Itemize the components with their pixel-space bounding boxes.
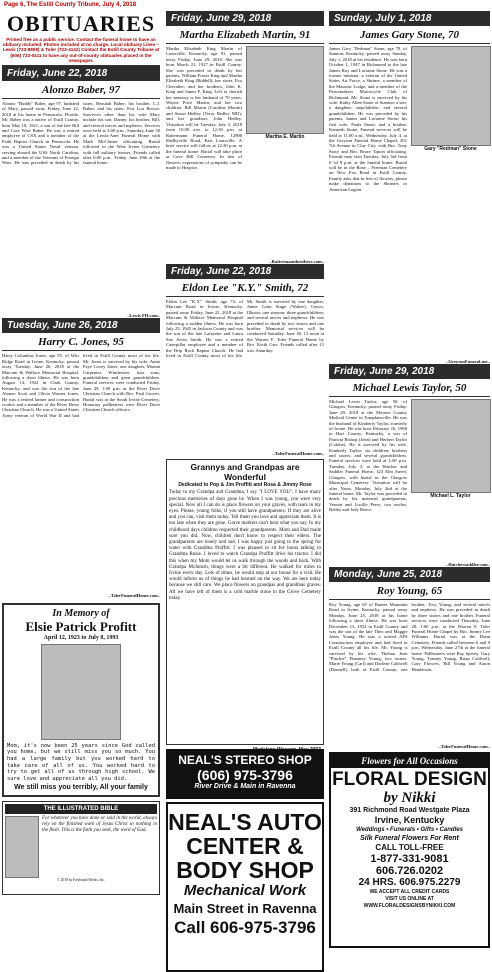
martha-photo xyxy=(246,46,324,134)
auto-line4: Mechanical Work xyxy=(183,882,307,900)
auto-phone: Call 606-975-3796 xyxy=(174,918,316,938)
james-date: Sunday, July 1, 2018 xyxy=(329,11,490,26)
martha-source: –Rattermannbrothers.com– xyxy=(269,258,324,264)
james-photo xyxy=(411,46,491,146)
auto-line5: Main Street in Ravenna xyxy=(173,901,317,917)
harry-name: Harry C. Jones, 95 xyxy=(2,334,160,351)
stereo-ad xyxy=(166,749,324,799)
stereo-phone: (606) 975-3796 xyxy=(197,767,293,784)
stereo-address: River Drive & Main in Ravenna xyxy=(194,783,296,791)
michael-source: –Hatchersaddler.com– xyxy=(445,561,490,567)
eldon-date: Friday, June 22, 2018 xyxy=(166,264,324,279)
michael-text: Michael Lewis Taylor, age 50, of Glasgow, Kentucky, passed away Friday, June 29, 2018 at the Monroe County Medical Center in Tompkinsville. He was the husband of Kimberly Taylor, formerly of Irvine. He was born February 16, 1968 in Hart County, Kentucky, a son of Patricia Bishop (John) and Herbert Taylor (Colette). He is survived by his wife, Kimberly Taylor; six children; brothers and sisters; and several grandchildren. Funeral services were held at 1:00 p.m. Tuesday, July 3, at the Hatcher and Saddler Funeral Home, 123 Elm Street, Glasgow, with burial in the Glasgow Municipal Cemetery. Visitation will be after Noon, Monday, July 2nd at the funeral home. Mr. Taylor was preceded in death by his maternal grandparents, Vernon and Lucille Perry; two uncles, Bobby and Jody Reece. xyxy=(329,399,407,513)
stereo-name: NEAL'S STEREO SHOP xyxy=(178,753,312,768)
bible-title: THE ILLUSTRATED BIBLE xyxy=(5,804,157,814)
poem-author: Madalene Wasson, May 2003 xyxy=(252,747,321,754)
floral-cell: 606.975.2279 xyxy=(399,877,461,889)
roy-date: Monday, June 25, 2018 xyxy=(329,567,490,582)
memorial-name: Elsie Patrick Profitt xyxy=(25,618,137,634)
james-text: James Gary "Redman" Stone, age 70, of Stanton, Kentucky, passed away Sunday, July 1, 2018 at his residence. He was born October 1, 1947 in Richmond to the late James Roy and Lorraine Stone. He was a former minister, a veteran of the United States Air Force, a Shriner, a member of the Masonic Lodge, and a member of the Peacemakers Motorcycle Club of Richmond. Mr. Stone is survived by his wife, Kathy Allen Stone of Stanton; a son; a daughter; stepchildren; and several grandchildren. He was preceded by his parents, James and Lorraine Stone; his first wife, Paula Stone; and a brother, Kenneth Stone. Funeral services will be held at 11:00 a.m., Wednesday, July 4, at the Greyson Funeral Home Chapel, 201 7th Avenue in Clay City, with Bro. Tony Stacy and Bro. Bruce Tipton officiating. Friends may visit Tuesday, July 3rd from 6 'til 9 p.m. at the funeral home. Burial will be in the Rose – Freeman Cemetery on New Fox Road in Estill County. Family asks that in lieu of flowers, please make donations to the Shriners or American Legion. xyxy=(329,46,407,192)
michael-name: Michael Lewis Taylor, 50 xyxy=(329,380,490,397)
memorial-dates: April 12, 1923 to July 8, 1993 xyxy=(43,634,119,641)
floral-ad xyxy=(329,752,490,948)
floral-web: WWW.FLORALDESIGNSBYNIKKI.COM xyxy=(363,903,456,910)
poem-dedication: Dedicated to Pop & Jim Proffitt and Rosa & Jimmy Rose xyxy=(178,482,312,489)
harry-text: Harry Columbus Jones, age 95, of Wiir Ridge Road in Irvine, Kentucky, passed away Tuesday, June 26, 2018 at the Marcum & Wallace Memorial Hospital, following a short illness. He was born August 14, 1922 in Clark County, Kentucky, and was the son of the late Alonzo Scott and Olivia Warner Jones. He was a retired farmer and construction worker and a member of the River Drive Christian Church. He was a United States Army veteran of World War II and had lived in Estill County most of his life. Mr. Jones is survived by his wife, Anita Faye Covey Jones; one daughter, Marian Carpenter, Winchester; four sons; grandchildren and great grandchildren. Funeral services were conducted Friday, June 29, 1:00 p.m. at the River Drive Christian Church with Rev. Paul Groves. Burial was at the South Irvine Cemetery. Honorary pallbearers were River Drive Christian Church officers. xyxy=(2,353,160,418)
floral-phone: 606.726.0202 xyxy=(375,865,444,878)
martha-date: Friday, June 29, 2018 xyxy=(166,11,324,26)
memorial-closing: We still miss you terribly, All your family xyxy=(14,784,148,792)
poem-title: Grannys and Grandpas are Wonderful xyxy=(190,462,300,483)
memorial-text: Mom, it's now been 25 years since God called you home, but we still miss you so much. You had a large family but you worked hard to take care of all of us. You worked hard to try to get all of us through high school. We sure love and appreciate all you did. xyxy=(7,742,155,782)
michael-caption: Michael L. Taylor xyxy=(430,493,471,499)
eldon-text: Eldon Lee "K.Y." Smith, age 72, of Marcum Road in Irvine, Kentucky, passed away Friday, June 22, 2018 at the Marcum & Wallace Memorial Hospital following a sudden illness. He was born July 23, 1945 in Jackson County and was the son of the late Lafayette and Laura Sue Arvin Smith. He was a retired Caterpillar employee and a member of the Drip Rock Baptist Church. He had lived in Estill County most of his life. Mr. Smith is survived by one daughter, Jamie Lynn Stage (Walter), Cenco, Illinois; one stepson; three grandchildren; and several nieces and nephews. He was preceded in death by two sisters and one brother. Memorial services will be conducted Saturday, June 30, 12 noon at the Warren F. Toler Funeral Home by Bro. Keith Carr. Friends called after 11 a.m. Saturday. xyxy=(166,299,324,359)
auto-line3: BODY SHOP xyxy=(176,857,314,884)
eldon-name: Eldon Lee "K.Y." Smith, 72 xyxy=(166,280,324,297)
michael-date: Friday, June 29, 2018 xyxy=(329,364,490,379)
harry-date: Tuesday, June 26, 2018 xyxy=(2,318,160,333)
bible-text: For whatever you have done or said in the world, always rely on the finished work of Jesus Christ so nothing in the flesh. This is the faith you seek, the word of God. xyxy=(42,816,157,834)
james-caption: Gary "Redman" Stone xyxy=(424,146,477,152)
poem-box xyxy=(166,459,324,754)
eldon-source: –TolerFuneralHome.com– xyxy=(272,451,324,456)
obituaries-note: Printed free as a public service. Contact the funeral home to have an obituary included. Photos included at no charge. Local obituary Lines – Lewis (723-8808) & Toler (723-4142) Contact the Estill County Tribune at (606) 723-0411 to have any out-of-county obituaries placed in the newspaper. xyxy=(2,37,160,66)
floral-cards: WE ACCEPT ALL CREDIT CARDS xyxy=(369,889,450,896)
floral-tollfree: 1-877-331-9081 xyxy=(370,853,449,866)
column-right xyxy=(329,11,490,929)
floral-by: by Nikki xyxy=(383,790,436,807)
floral-visit: VISIT US ONLINE AT xyxy=(385,896,434,903)
alonzo-name: Alonzo Baber, 97 xyxy=(2,82,160,99)
alonzo-date: Friday, June 22, 2018 xyxy=(2,66,160,81)
martha-text: Martha Elizabeth King Martin of Louisville, Kentucky, age 91, passed away Friday, June 29, 2018. She was born March 21, 1927 in Estill County. She was preceded in death by her parents, William Foster King and Martha Elizabeth King (Riddell); her sister, Eva Chevalier; and her brothers, John K. King and James F. King. Left to cherish her memory is her husband of 70 years, Wayne Price Martin; and her two children, Bill Martin (Caroline Martin) and Susan Hedley (Terry Hedley MD); and her grandson, John Hedley. Visitation will be Tuesday, July 3, 2018 from 10:00 a.m. to 12:30 p.m. at Rattermann Funeral Home, 12900 Shelbyville Road, East Louisville. A brief service will follow at 12:30 p.m. at the funeral home. Burial will take place at Cave Hill Cemetery. In lieu of flowers, expressions of sympathy can be made to Hospice. xyxy=(166,46,242,170)
floral-city: Irvine, Kentucky xyxy=(374,815,445,826)
memorial-photo xyxy=(41,644,121,740)
floral-tollfree-label: CALL TOLL-FREE xyxy=(375,843,444,853)
bible-box xyxy=(2,801,160,895)
alonzo-text: Alonzo "Buddy" Baber, age 97, husband of Mary, passed away Friday, June 22, 2018 at his home in Pensacola, Florida. Mr. Baber was a native of Estill County, born May 10, 1921, a son of the late Bill and Cora Wise Baber. He was a retired employee of CSX and a member of the Faith Baptist Church in Pensacola. He was a United States Naval veteran, serving aboard the USS North Carolina, and a member of the Veterans of Foreign Wars. He was preceded in death by his sister, Beaulah Baber; his brother, L.J. Baber; and his sister, Eva Lou Brown. Survivors other than his wife Mary include his son, Danny; his brother, Bill; and several nieces and nephews. Services were held at 3:00 p.m., Saturday, June 30 at the Lewis-Aner Funeral Home with Mark McCluster officiating. Burial followed in the West Irvine Cemetery with full military honors. Friends called after 6:00 p.m., Friday, June 29th at the funeral home. xyxy=(2,101,160,166)
roy-text: Roy Young, age 65 of Barnes Mountain Road in Irvine, Kentucky, passed away Monday, June 25, 2018 at his home following a short illness. He was born December 13, 1952 in Estill County and was the son of the late Theo and Maggie Jones Young. He was a retired AFS Construction employee and had lived in Estill County all his life. Mr. Young is survived by his wife, Thelma Jean "Pinchie" Flannery Young; two sisters: Marie Young (Carl) and Darlene Caldwell (Donnell), both of Estill County; one brother, Troy Young; and several nieces and nephews. He was preceded in death by three sisters and one brother. Funeral services were conducted Thursday, June 28, 1:00 p.m. at the Warren F. Toler Funeral Home Chapel by Bro. Jimmy Lee Williams. Burial was at the Dunn Cemetery. Friends called between 6 and 9 p.m. Wednesday, June 27th at the funeral home. Pallbearers were Ray Spivey, Gary Young, Tommy Young, Brian Caldwell, Gary Flowers, Bill Young and Aaron Henderson. xyxy=(329,602,490,672)
auto-line2: CENTER & xyxy=(186,833,304,860)
column-left xyxy=(2,11,160,929)
floral-address: 391 Richmond Road Westgate Plaza xyxy=(349,807,470,815)
bible-illustration xyxy=(5,816,39,878)
memorial-box xyxy=(2,603,160,798)
floral-silk: Silk Funeral Flowers For Rent xyxy=(360,835,459,843)
james-source: –GreysonFuneral.net– xyxy=(446,358,490,364)
auto-line1: NEAL'S AUTO xyxy=(168,809,322,836)
martha-caption: Martha E. Martin xyxy=(265,134,305,140)
floral-banner: Flowers for All Occasions xyxy=(331,754,488,768)
harry-source: –TolerFuneralHome.com– xyxy=(108,593,160,599)
bible-footer: © 2018 by Keyboard Words, Inc. xyxy=(57,878,105,883)
floral-name: FLORAL DESIGN xyxy=(332,769,487,791)
martha-name: Martha Elizabeth Martin, 91 xyxy=(166,27,324,44)
obituaries-title: OBITUARIES xyxy=(6,11,156,36)
page-header: Page 6, The Estill County Tribune, July 4, 2018 xyxy=(4,2,137,8)
auto-ad xyxy=(166,802,324,972)
floral-services: Weddings • Funerals • Gifts • Candles xyxy=(356,827,463,834)
poem-text: Today to my Grandpa and Grandma, I say "I LOVE YOU". I have many precious memories of days gone by. When I was young, you were very special. Now all I can do is place flowers on your graves, with tears in my eyes. Please, young folks, if you still have grandparents: If they are alive and you can, visit them today. Tell them you love and appreciate them. It is too late when they are gone. Grave markers can't hear what you say. In my childhood days children respected their grandparents. Mom and Dad made sure you did. Now, children don't know to respect their elders. The grandparents are lonely and sad. I was happy just going to the spring for water with Grandma Proffitt. I was pleased to sit for hours talking to Grandma Rosie. I loved to watch Grandpa Proffitt drive his tractor. I did this when my Mom would let us walk through the woods and back. With Grandpa McIntosh, things were a bit different. He walked for miles to Irvine every day. Lots of times, he would stop at our house for a visit. He would inform us of things he had learned on the way. We are here today because we still care. We place flowers on grandpas and grandmas graves. All we have left of them is a cold marble stone in the Grove Cemetery today. xyxy=(169,490,321,601)
alonzo-source: –Lewis FH.com– xyxy=(127,313,160,319)
floral-hours-label: 24 HRS. xyxy=(358,877,397,889)
roy-source: –TolerFuneralHome.com– xyxy=(438,744,490,749)
michael-photo xyxy=(411,399,491,493)
roy-name: Roy Young, 65 xyxy=(329,583,490,600)
memorial-heading: In Memory of xyxy=(52,607,110,619)
column-middle xyxy=(166,11,324,938)
james-name: James Gary Stone, 70 xyxy=(329,27,490,44)
